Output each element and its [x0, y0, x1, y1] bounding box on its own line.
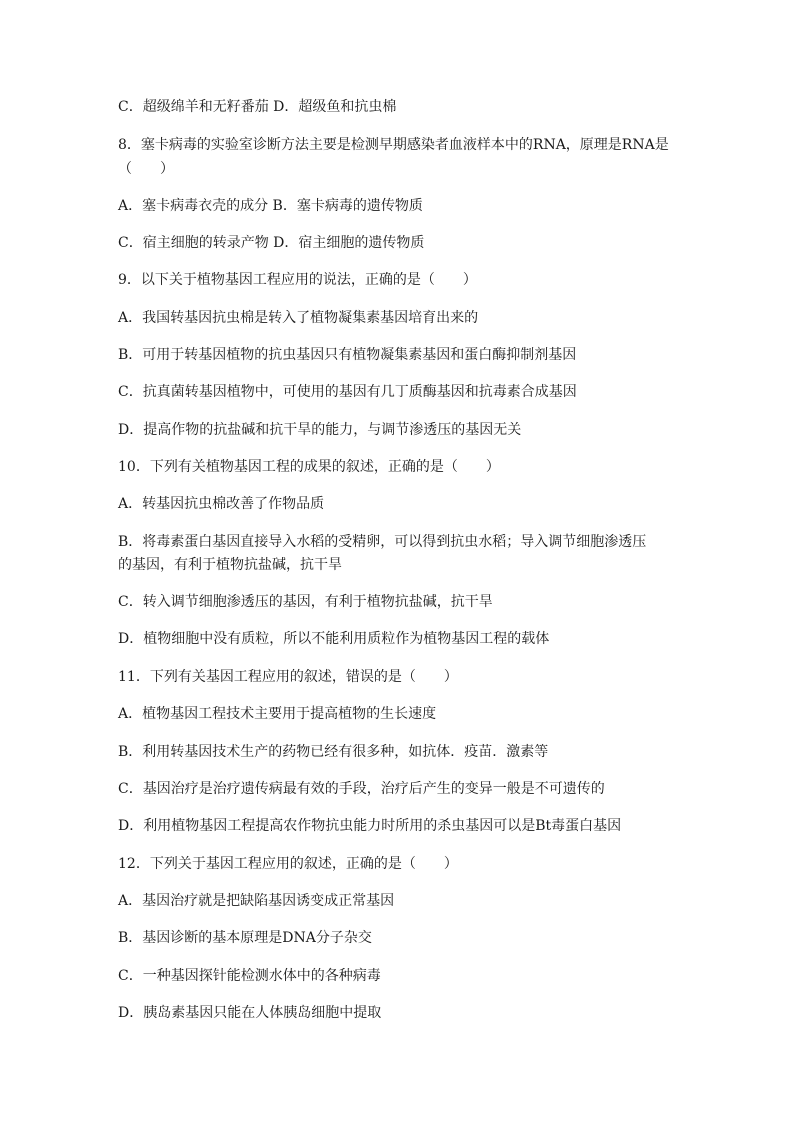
question-10-option-b: B．将毒素蛋白基因直接导入水稻的受精卵，可以得到抗虫水稻；导入调节细胞渗透压: [118, 534, 647, 550]
question-11-stem: 11．下列有关基因工程应用的叙述，错误的是（ ）: [118, 669, 458, 685]
question-10-option-d: D．植物细胞中没有质粒，所以不能利用质粒作为植物基因工程的载体: [118, 631, 550, 647]
question-10-stem: 10．下列有关植物基因工程的成果的叙述，正确的是（ ）: [118, 459, 500, 475]
question-12-stem: 12．下列关于基因工程应用的叙述，正确的是（ ）: [118, 856, 458, 872]
question-12-option-c: C．一种基因探针能检测水体中的各种病毒: [118, 968, 381, 984]
question-9-stem: 9．以下关于植物基因工程应用的说法，正确的是（ ）: [118, 272, 477, 288]
option-line: C．超级绵羊和无籽番茄 D．超级鱼和抗虫棉: [118, 99, 397, 115]
question-11-option-b: B．利用转基因技术生产的药物已经有很多种，如抗体．疫苗．激素等: [118, 744, 549, 760]
question-11-option-c: C．基因治疗是治疗遗传病最有效的手段，治疗后产生的变异一般是不可遗传的: [118, 781, 605, 797]
question-10-option-c: C．转入调节细胞渗透压的基因，有利于植物抗盐碱，抗干旱: [118, 594, 493, 610]
question-8-blank: （ ）: [118, 161, 174, 177]
question-11-option-a: A．植物基因工程技术主要用于提高植物的生长速度: [118, 706, 437, 722]
question-9-option-a: A．我国转基因抗虫棉是转入了植物凝集素基因培育出来的: [118, 310, 479, 326]
question-12-option-b: B．基因诊断的基本原理是DNA分子杂交: [118, 930, 372, 946]
question-8-stem: 8．塞卡病毒的实验室诊断方法主要是检测早期感染者血液样本中的RNA，原理是RNA是: [118, 137, 669, 153]
question-9-option-b: B．可用于转基因植物的抗虫基因只有植物凝集素基因和蛋白酶抑制剂基因: [118, 347, 577, 363]
question-11-option-d: D．利用植物基因工程提高农作物抗虫能力时所用的杀虫基因可以是Bt毒蛋白基因: [118, 818, 622, 834]
question-10-option-b-continued: 的基因，有利于植物抗盐碱，抗干旱: [118, 557, 342, 573]
question-8-options-ab: A．塞卡病毒衣壳的成分 B．塞卡病毒的遗传物质: [118, 198, 423, 214]
question-9-option-c: C．抗真菌转基因植物中，可使用的基因有几丁质酶基因和抗毒素合成基因: [118, 384, 577, 400]
question-9-option-d: D．提高作物的抗盐碱和抗干旱的能力，与调节渗透压的基因无关: [118, 422, 522, 438]
question-12-option-d: D．胰岛素基因只能在人体胰岛细胞中提取: [118, 1005, 382, 1021]
question-10-option-a: A．转基因抗虫棉改善了作物品质: [118, 496, 325, 512]
question-8-options-cd: C．宿主细胞的转录产物 D．宿主细胞的遗传物质: [118, 235, 425, 251]
question-12-option-a: A．基因治疗就是把缺陷基因诱变成正常基因: [118, 893, 395, 909]
